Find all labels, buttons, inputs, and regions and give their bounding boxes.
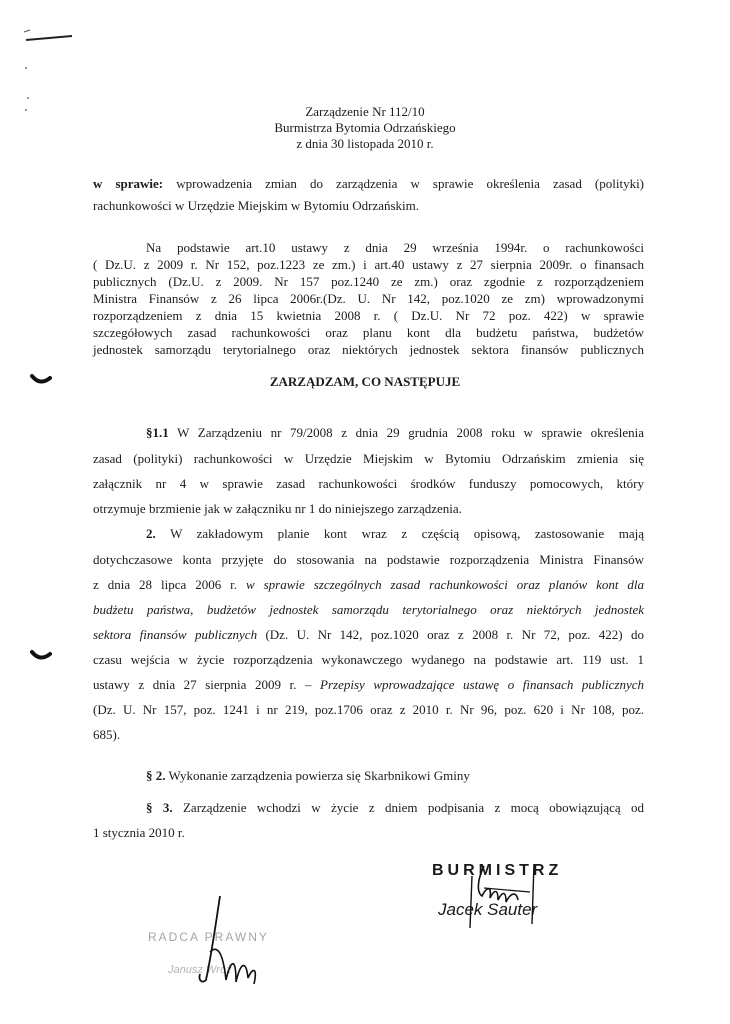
counsel-stamp: [140, 892, 290, 987]
section-1-2-line: 685).: [93, 727, 121, 742]
section-1-2-line: [93, 627, 644, 643]
regulation-title: sektora finansów publicznych: [93, 627, 258, 642]
section-3-text: Zarządzenie wchodzi w życie z dniem podpisania z mocą obowiązującą od: [172, 800, 645, 815]
basis-line: jednostek samorządu terytorialnego oraz niektórych jednostek sektora finansów publicznych: [93, 342, 644, 357]
basis-line: Na podstawie art.10 ustawy z dnia 29 września 1994r. o rachunkowości: [146, 240, 644, 255]
basis-line: publicznych (Dz.U. z 2009. Nr 157 poz.1240 ze zm.) oraz zgodnie z rozporządzeniem: [93, 274, 644, 289]
section-3-line-1: [146, 800, 644, 816]
section-2: [146, 768, 470, 784]
section-1-2-line: [93, 677, 644, 693]
section-1-2-text: (Dz. U. Nr 142, poz.1020 oraz z 2008 r. Nr 72, poz. 422) do: [257, 627, 644, 642]
section-1-1-line: zasad (polityki) rachunkowości w Urzędzie Miejskim w Bytomiu Odrzańskim zmienia się: [93, 451, 644, 466]
subject-line-2: rachunkowości w Urzędzie Miejskim w Bytomiu Odrzańskim.: [93, 198, 420, 213]
section-1-1-text: W Zarządzeniu nr 79/2008 z dnia 29 grudnia 2008 roku w sprawie określenia: [177, 425, 645, 440]
subject-label: w sprawie:: [93, 176, 164, 191]
document-date: z dnia 30 listopada 2010 r.: [296, 136, 434, 151]
hole-punch-mark: [30, 372, 54, 386]
counsel-stamp-name: Janusz Wróż: [168, 964, 232, 976]
section-1-2-text: z dnia 28 lipca 2006 r.: [93, 577, 246, 592]
basis-line: rozporządzeniem z dnia 15 kwietnia 2008 r. ( Dz.U. Nr 72 poz. 422) w sprawie: [93, 308, 644, 323]
section-1-2-line: budżetu państwa, budżetów jednostek samorządu terytorialnego oraz niektórych jednostek: [93, 602, 644, 617]
subject-text: wprowadzenia zmian do zarządzenia w sprawie określenia zasad (polityki): [176, 176, 645, 191]
document-title: Zarządzenie Nr 112/10: [305, 104, 425, 119]
section-1-1-line-1: [146, 425, 644, 441]
subject-line-1: [93, 176, 644, 192]
scan-corner-mark: [20, 28, 80, 118]
basis-line: szczegółowych zasad rachunkowości oraz planu kont dla budżetu państwa, budżetów: [93, 325, 644, 340]
basis-line: Ministra Finansów z 26 lipca 2006r.(Dz. U. Nr 142, poz.1020 ze zm) wprowadzonymi: [93, 291, 644, 306]
section-1-1-number: §1.1: [146, 425, 169, 440]
section-1-2-number: 2.: [146, 526, 156, 541]
section-1-2-text: W zakładowym planie kont wraz z częścią opisową, zastosowanie mają: [170, 526, 644, 541]
section-1-2-line: [93, 577, 644, 593]
section-1-2-line: dotychczasowe konta przyjęte do stosowania na podstawie rozporządzenia Ministra Finansów: [93, 552, 644, 567]
act-title: Przepisy wprowadzające ustawę o finansach publicznych: [320, 677, 644, 692]
document-issuer: Burmistrza Bytomia Odrzańskiego: [274, 120, 456, 135]
section-1-2-line-1: [146, 526, 644, 542]
counsel-signature-scribble: [140, 892, 290, 987]
mayor-stamp-title: BURMISTRZ: [432, 862, 563, 879]
section-1-1-line: załącznik nr 4 w sprawie zasad rachunkowości środków funduszy pomocowych, który: [93, 476, 644, 491]
section-1-1-line: otrzymuje brzmienie jak w załączniku nr 1 do niniejszego zarządzenia.: [93, 501, 462, 516]
section-1-2-line: czasu wejścia w życie rozporządzenia wykonawczego wydanego na podstawie art. 119 ust. 1: [93, 652, 644, 667]
section-3-number: § 3.: [146, 800, 173, 815]
basis-line: ( Dz.U. z 2009 r. Nr 152, poz.1223 ze zm.) i art.40 ustawy z 27 sierpnia 2009r. o finansach: [93, 257, 644, 272]
counsel-stamp-title: RADCA PRAWNY: [148, 930, 269, 944]
mayor-stamp-name: Jacek Sauter: [438, 900, 538, 919]
section-3-line-2: 1 stycznia 2010 r.: [93, 825, 185, 840]
section-1-2-line: (Dz. U. Nr 157, poz. 1241 i nr 219, poz.1706 oraz z 2010 r. Nr 96, poz. 620 i Nr 108, poz.: [93, 702, 644, 717]
decision-heading: ZARZĄDZAM, CO NASTĘPUJE: [269, 374, 461, 389]
section-2-text: Wykonanie zarządzenia powierza się Skarbnikowi Gminy: [165, 768, 470, 783]
mayor-stamp: [432, 858, 592, 934]
mayor-signature-scribble: [432, 858, 592, 934]
section-1-2-text: ustawy z dnia 27 sierpnia 2009 r. –: [93, 677, 321, 692]
hole-punch-mark: [30, 648, 54, 662]
regulation-title: w sprawie szczególnych zasad rachunkowości oraz planów kont dla: [245, 577, 645, 592]
section-2-number: § 2.: [146, 768, 166, 783]
